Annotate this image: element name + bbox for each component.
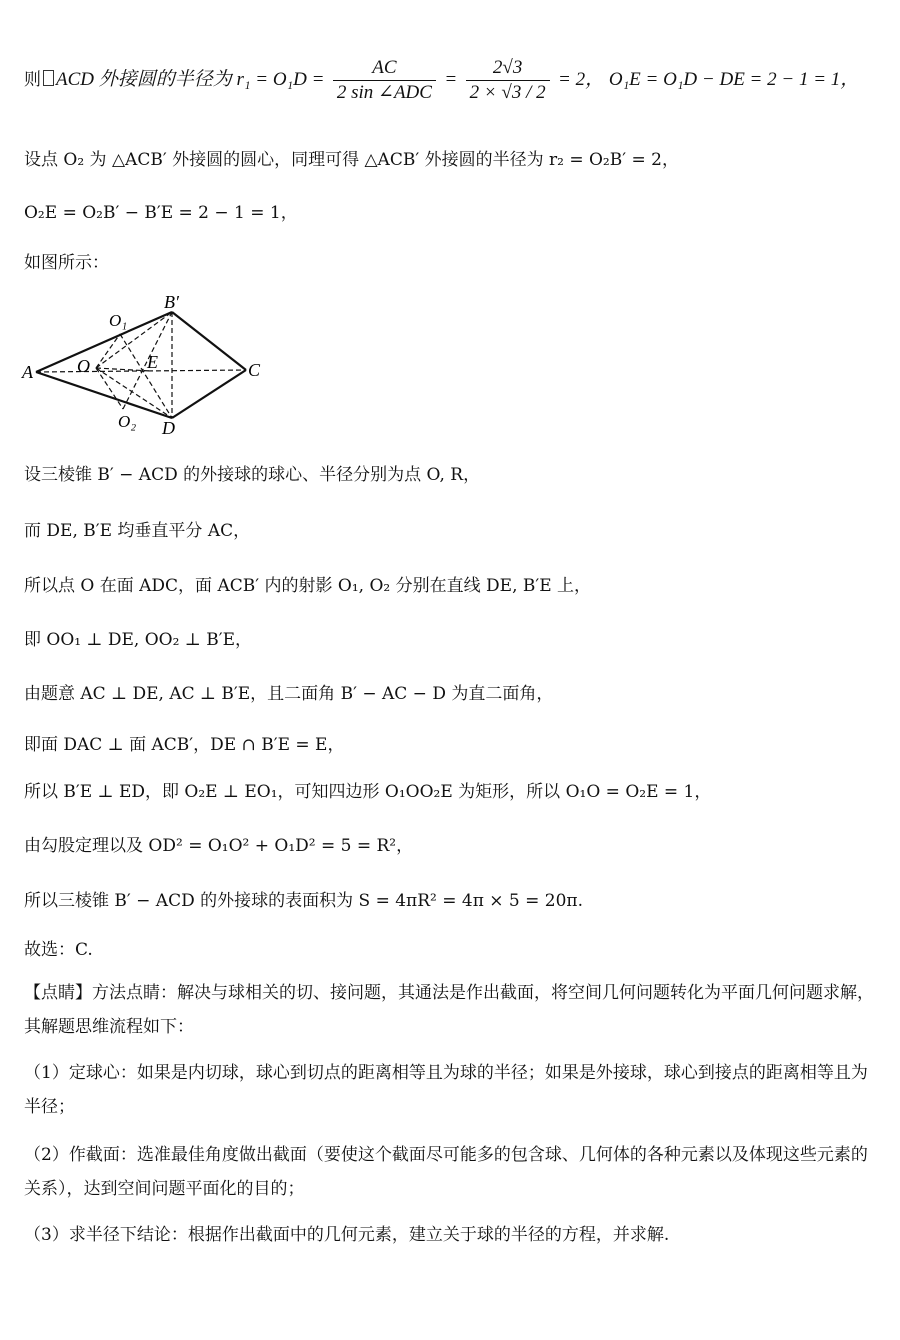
line-13 (24, 889, 583, 913)
line-12 (24, 834, 413, 858)
line-7-text: 所以点 O 在面 ADC，面 ACB′ 内的射影 O₁, O₂ 分别在直线 DE, B′E 上， (24, 576, 592, 596)
paragraph-step-3 (24, 1218, 876, 1252)
line-1-prefix: 则 (24, 70, 41, 90)
line-8 (24, 628, 252, 652)
line-13-text: 所以三棱锥 B′ − ACD 的外接球的表面积为 S = 4πR² = 4π × 5 = 20π. (24, 891, 583, 911)
paragraph-tip-text: 【点睛】方法点睛：解决与球相关的切、接问题，其通法是作出截面，将空间几何问题转化为平面几何问题求解，其解题思维流程如下： (24, 983, 874, 1037)
line-1-tail: = 2， O₁E = O₁D − DE = 2 − 1 = 1， (558, 69, 860, 90)
line-1-text: ACD 外接圆的半径为 r₁ = O₁D = (56, 69, 325, 90)
line-12-text: 由勾股定理以及 OD² = O₁O² + O₁D² = 5 = R²， (24, 836, 414, 856)
line-14 (24, 938, 93, 962)
fraction-numerator: 2√3 (492, 57, 523, 78)
label-e: E (147, 352, 158, 372)
label-a: A (22, 362, 33, 382)
line-5 (24, 463, 480, 487)
paragraph-step-1-text: （1）定球心：如果是内切球，球心到切点的距离相等且为球的半径；如果是外接球，球心到接点的距离相等且为半径； (24, 1063, 868, 1117)
line-3 (24, 201, 298, 225)
missing-glyph-box (43, 70, 54, 86)
line-10 (24, 733, 344, 757)
line-4-text: 如图所示： (24, 253, 109, 273)
edge-a-d (36, 372, 172, 418)
line-10-text: 即面 DAC ⊥ 面 ACB′，DE ∩ B′E = E， (24, 735, 345, 755)
label-c: C (248, 360, 261, 380)
label-b-prime: B′ (164, 292, 179, 312)
geometry-figure (20, 288, 320, 438)
line-4 (24, 251, 109, 275)
paragraph-tip (24, 976, 876, 1044)
fraction-denominator: 2 sin ∠ADC (336, 82, 432, 103)
paragraph-step-3-text: （3）求半径下结论：根据作出截面中的几何元素，建立关于球的半径的方程，并求解. (24, 1225, 670, 1245)
paragraph-step-1 (24, 1056, 876, 1124)
line-1 (24, 50, 859, 110)
line-14-text: 故选：C. (24, 940, 93, 960)
line-9 (24, 682, 553, 706)
fraction-ac-over-sin (333, 56, 436, 105)
line-9-text: 由题意 AC ⊥ DE, AC ⊥ B′E，且二面角 B′ − AC − D 为直二面角， (24, 684, 554, 704)
paragraph-step-2-text: （2）作截面：选准最佳角度做出截面（要使这个截面尽可能多的包含球、几何体的各种元素以及体现这些元素的关系），达到空间问题平面化的目的； (24, 1145, 868, 1199)
edge-c-d (172, 370, 246, 418)
line-2-text: 设点 O₂ 为 △ACB′ 外接圆的圆心，同理可得 △ACB′ 外接圆的半径为 r₂ = O₂B′ = 2， (24, 150, 679, 170)
fraction-2sqrt3 (466, 56, 550, 105)
line-6 (24, 519, 250, 543)
line-2 (24, 148, 679, 172)
fraction-numerator: AC (372, 57, 397, 78)
line-11 (24, 780, 711, 804)
label-o1: O₁ (109, 311, 128, 330)
line-6-text: 而 DE, B′E 均垂直平分 AC， (24, 521, 251, 541)
dashed-a-c (36, 370, 246, 372)
edge-b-c (172, 312, 246, 370)
line-8-text: 即 OO₁ ⊥ DE, OO₂ ⊥ B′E， (24, 630, 252, 650)
paragraph-step-2 (24, 1138, 876, 1206)
dashed-o-o2 (96, 368, 123, 409)
label-o2: O₂ (118, 412, 137, 431)
equals-sign: = (444, 69, 458, 90)
line-3-text: O₂E = O₂B′ − B′E = 2 − 1 = 1， (24, 203, 298, 223)
fraction-denominator: 2 × √3 / 2 (469, 82, 546, 103)
label-o: O (77, 356, 90, 376)
line-7 (24, 574, 591, 598)
line-5-text: 设三棱锥 B′ − ACD 的外接球的球心、半径分别为点 O, R， (24, 465, 481, 485)
dashed-o1-d (120, 334, 172, 418)
label-d: D (162, 418, 175, 438)
dashed-o-d (96, 368, 172, 418)
line-11-text: 所以 B′E ⊥ ED，即 O₂E ⊥ EO₁，可知四边形 O₁OO₂E 为矩形，所以 O₁O = O₂E = 1， (24, 782, 712, 802)
